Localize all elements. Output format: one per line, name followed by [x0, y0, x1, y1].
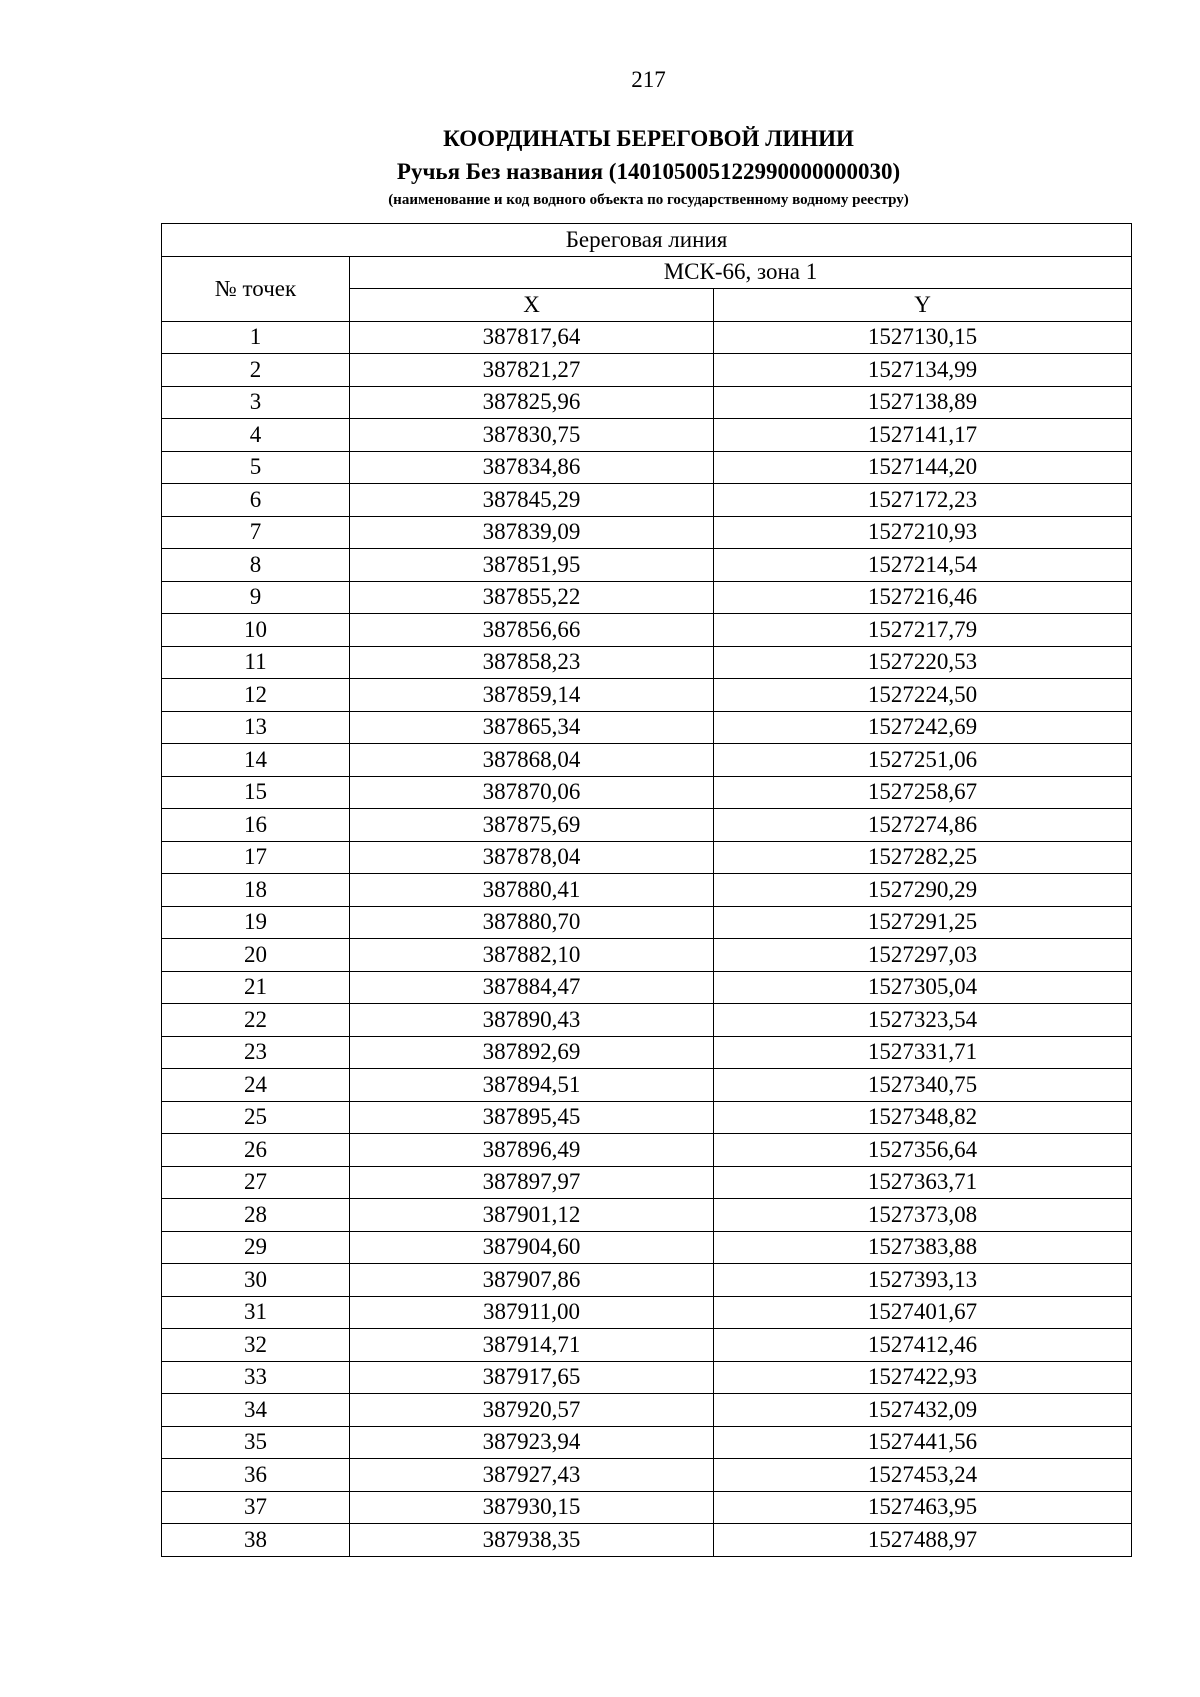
table-row: [162, 1361, 1132, 1394]
coord-system-header: МСК-66, зона 1: [350, 256, 1132, 289]
y-coordinate-cell: 1527453,24: [714, 1459, 1132, 1492]
y-coordinate-cell: 1527331,71: [714, 1036, 1132, 1069]
point-number-cell: 18: [162, 874, 350, 907]
y-coordinate-cell: 1527340,75: [714, 1069, 1132, 1102]
x-coordinate-cell: 387895,45: [350, 1101, 714, 1134]
y-coordinate-cell: 1527172,23: [714, 484, 1132, 517]
point-number-cell: 20: [162, 939, 350, 972]
x-coordinate-cell: 387830,75: [350, 419, 714, 452]
y-coordinate-cell: 1527242,69: [714, 711, 1132, 744]
y-coordinate-cell: 1527144,20: [714, 451, 1132, 484]
table-row: [162, 1296, 1132, 1329]
point-number-cell: 11: [162, 646, 350, 679]
x-coordinate-cell: 387930,15: [350, 1491, 714, 1524]
x-coordinate-cell: 387880,70: [350, 906, 714, 939]
point-number-cell: 26: [162, 1134, 350, 1167]
point-number-cell: 32: [162, 1329, 350, 1362]
y-coordinate-cell: 1527210,93: [714, 516, 1132, 549]
table-header: [162, 224, 1132, 322]
x-coordinate-cell: 387834,86: [350, 451, 714, 484]
table-row: [162, 971, 1132, 1004]
table-row: [162, 1231, 1132, 1264]
point-number-cell: 24: [162, 1069, 350, 1102]
table-row: [162, 906, 1132, 939]
y-coordinate-cell: 1527224,50: [714, 679, 1132, 712]
x-coordinate-cell: 387884,47: [350, 971, 714, 1004]
x-coordinate-cell: 387914,71: [350, 1329, 714, 1362]
table-row: [162, 646, 1132, 679]
table-row: [162, 1199, 1132, 1232]
y-coordinate-cell: 1527422,93: [714, 1361, 1132, 1394]
x-coordinate-cell: 387875,69: [350, 809, 714, 842]
table-body: [162, 321, 1132, 1556]
point-number-cell: 21: [162, 971, 350, 1004]
table-row: [162, 1134, 1132, 1167]
table-row: [162, 581, 1132, 614]
y-coordinate-cell: 1527488,97: [714, 1524, 1132, 1557]
table-row: [162, 1101, 1132, 1134]
point-number-cell: 36: [162, 1459, 350, 1492]
point-number-cell: 10: [162, 614, 350, 647]
point-number-cell: 4: [162, 419, 350, 452]
table-row: [162, 354, 1132, 387]
coordinates-table: [161, 223, 1132, 1557]
x-coordinate-cell: 387859,14: [350, 679, 714, 712]
table-row: [162, 549, 1132, 582]
point-number-cell: 15: [162, 776, 350, 809]
y-coordinate-cell: 1527323,54: [714, 1004, 1132, 1037]
y-coordinate-cell: 1527214,54: [714, 549, 1132, 582]
y-coordinate-cell: 1527141,17: [714, 419, 1132, 452]
point-number-cell: 23: [162, 1036, 350, 1069]
point-number-cell: 33: [162, 1361, 350, 1394]
x-coordinate-cell: 387825,96: [350, 386, 714, 419]
table-row: [162, 1394, 1132, 1427]
y-coordinate-cell: 1527305,04: [714, 971, 1132, 1004]
table-row: [162, 1036, 1132, 1069]
table-row: [162, 451, 1132, 484]
y-coordinate-cell: 1527258,67: [714, 776, 1132, 809]
point-number-cell: 12: [162, 679, 350, 712]
point-number-cell: 27: [162, 1166, 350, 1199]
y-column-header: Y: [714, 289, 1132, 322]
x-coordinate-cell: 387817,64: [350, 321, 714, 354]
table-row: [162, 321, 1132, 354]
y-coordinate-cell: 1527138,89: [714, 386, 1132, 419]
point-number-cell: 7: [162, 516, 350, 549]
water-object-name: Ручья Без названия (140105005122990000000030): [396, 159, 901, 184]
x-coordinate-cell: 387851,95: [350, 549, 714, 582]
y-coordinate-cell: 1527251,06: [714, 744, 1132, 777]
table-row: [162, 1329, 1132, 1362]
points-column-header: № точек: [162, 256, 350, 321]
x-coordinate-cell: 387858,23: [350, 646, 714, 679]
x-column-header: X: [350, 289, 714, 322]
point-number-cell: 38: [162, 1524, 350, 1557]
table-row: [162, 1426, 1132, 1459]
y-coordinate-cell: 1527412,46: [714, 1329, 1132, 1362]
x-coordinate-cell: 387907,86: [350, 1264, 714, 1297]
table-row: [162, 484, 1132, 517]
x-coordinate-cell: 387865,34: [350, 711, 714, 744]
x-coordinate-cell: 387868,04: [350, 744, 714, 777]
x-coordinate-cell: 387938,35: [350, 1524, 714, 1557]
point-number-cell: 25: [162, 1101, 350, 1134]
table-row: [162, 841, 1132, 874]
x-coordinate-cell: 387904,60: [350, 1231, 714, 1264]
point-number-cell: 6: [162, 484, 350, 517]
point-number-cell: 37: [162, 1491, 350, 1524]
title-note: (наименование и код водного объекта по государственному водному реестру): [388, 192, 909, 208]
table-row: [162, 874, 1132, 907]
x-coordinate-cell: 387880,41: [350, 874, 714, 907]
table-row: [162, 1264, 1132, 1297]
table-caption: Береговая линия: [162, 224, 1132, 257]
x-coordinate-cell: 387856,66: [350, 614, 714, 647]
point-number-cell: 30: [162, 1264, 350, 1297]
y-coordinate-cell: 1527432,09: [714, 1394, 1132, 1427]
y-coordinate-cell: 1527290,29: [714, 874, 1132, 907]
table-row: [162, 776, 1132, 809]
table-row: [162, 809, 1132, 842]
point-number-cell: 34: [162, 1394, 350, 1427]
y-coordinate-cell: 1527383,88: [714, 1231, 1132, 1264]
y-coordinate-cell: 1527282,25: [714, 841, 1132, 874]
y-coordinate-cell: 1527393,13: [714, 1264, 1132, 1297]
point-number-cell: 14: [162, 744, 350, 777]
table-row: [162, 1004, 1132, 1037]
y-coordinate-cell: 1527348,82: [714, 1101, 1132, 1134]
point-number-cell: 35: [162, 1426, 350, 1459]
y-coordinate-cell: 1527216,46: [714, 581, 1132, 614]
table-row: [162, 679, 1132, 712]
x-coordinate-cell: 387821,27: [350, 354, 714, 387]
point-number-cell: 13: [162, 711, 350, 744]
point-number-cell: 19: [162, 906, 350, 939]
x-coordinate-cell: 387923,94: [350, 1426, 714, 1459]
table-row: [162, 614, 1132, 647]
y-coordinate-cell: 1527356,64: [714, 1134, 1132, 1167]
y-coordinate-cell: 1527297,03: [714, 939, 1132, 972]
point-number-cell: 17: [162, 841, 350, 874]
y-coordinate-cell: 1527220,53: [714, 646, 1132, 679]
y-coordinate-cell: 1527134,99: [714, 354, 1132, 387]
y-coordinate-cell: 1527401,67: [714, 1296, 1132, 1329]
y-coordinate-cell: 1527373,08: [714, 1199, 1132, 1232]
x-coordinate-cell: 387839,09: [350, 516, 714, 549]
point-number-cell: 16: [162, 809, 350, 842]
y-coordinate-cell: 1527130,15: [714, 321, 1132, 354]
table-row: [162, 1069, 1132, 1102]
caption-row: [162, 224, 1132, 257]
x-coordinate-cell: 387911,00: [350, 1296, 714, 1329]
y-coordinate-cell: 1527217,79: [714, 614, 1132, 647]
table-row: [162, 1166, 1132, 1199]
table-row: [162, 1524, 1132, 1557]
table-row: [162, 939, 1132, 972]
y-coordinate-cell: 1527363,71: [714, 1166, 1132, 1199]
x-coordinate-cell: 387894,51: [350, 1069, 714, 1102]
y-coordinate-cell: 1527274,86: [714, 809, 1132, 842]
point-number-cell: 8: [162, 549, 350, 582]
x-coordinate-cell: 387845,29: [350, 484, 714, 517]
x-coordinate-cell: 387855,22: [350, 581, 714, 614]
point-number-cell: 3: [162, 386, 350, 419]
y-coordinate-cell: 1527291,25: [714, 906, 1132, 939]
x-coordinate-cell: 387917,65: [350, 1361, 714, 1394]
table-row: [162, 386, 1132, 419]
x-coordinate-cell: 387896,49: [350, 1134, 714, 1167]
x-coordinate-cell: 387882,10: [350, 939, 714, 972]
x-coordinate-cell: 387927,43: [350, 1459, 714, 1492]
point-number-cell: 2: [162, 354, 350, 387]
table-row: [162, 1491, 1132, 1524]
table-row: [162, 516, 1132, 549]
table-row: [162, 1459, 1132, 1492]
x-coordinate-cell: 387870,06: [350, 776, 714, 809]
page-number: 217: [631, 67, 666, 92]
point-number-cell: 29: [162, 1231, 350, 1264]
x-coordinate-cell: 387890,43: [350, 1004, 714, 1037]
point-number-cell: 28: [162, 1199, 350, 1232]
point-number-cell: 9: [162, 581, 350, 614]
y-coordinate-cell: 1527463,95: [714, 1491, 1132, 1524]
document-title: КООРДИНАТЫ БЕРЕГОВОЙ ЛИНИИ: [443, 126, 854, 151]
x-coordinate-cell: 387892,69: [350, 1036, 714, 1069]
x-coordinate-cell: 387901,12: [350, 1199, 714, 1232]
point-number-cell: 22: [162, 1004, 350, 1037]
x-coordinate-cell: 387897,97: [350, 1166, 714, 1199]
x-coordinate-cell: 387878,04: [350, 841, 714, 874]
table-row: [162, 711, 1132, 744]
point-number-cell: 1: [162, 321, 350, 354]
point-number-cell: 31: [162, 1296, 350, 1329]
x-coordinate-cell: 387920,57: [350, 1394, 714, 1427]
point-number-cell: 5: [162, 451, 350, 484]
table-row: [162, 744, 1132, 777]
header-row: [162, 256, 1132, 289]
y-coordinate-cell: 1527441,56: [714, 1426, 1132, 1459]
table-row: [162, 419, 1132, 452]
